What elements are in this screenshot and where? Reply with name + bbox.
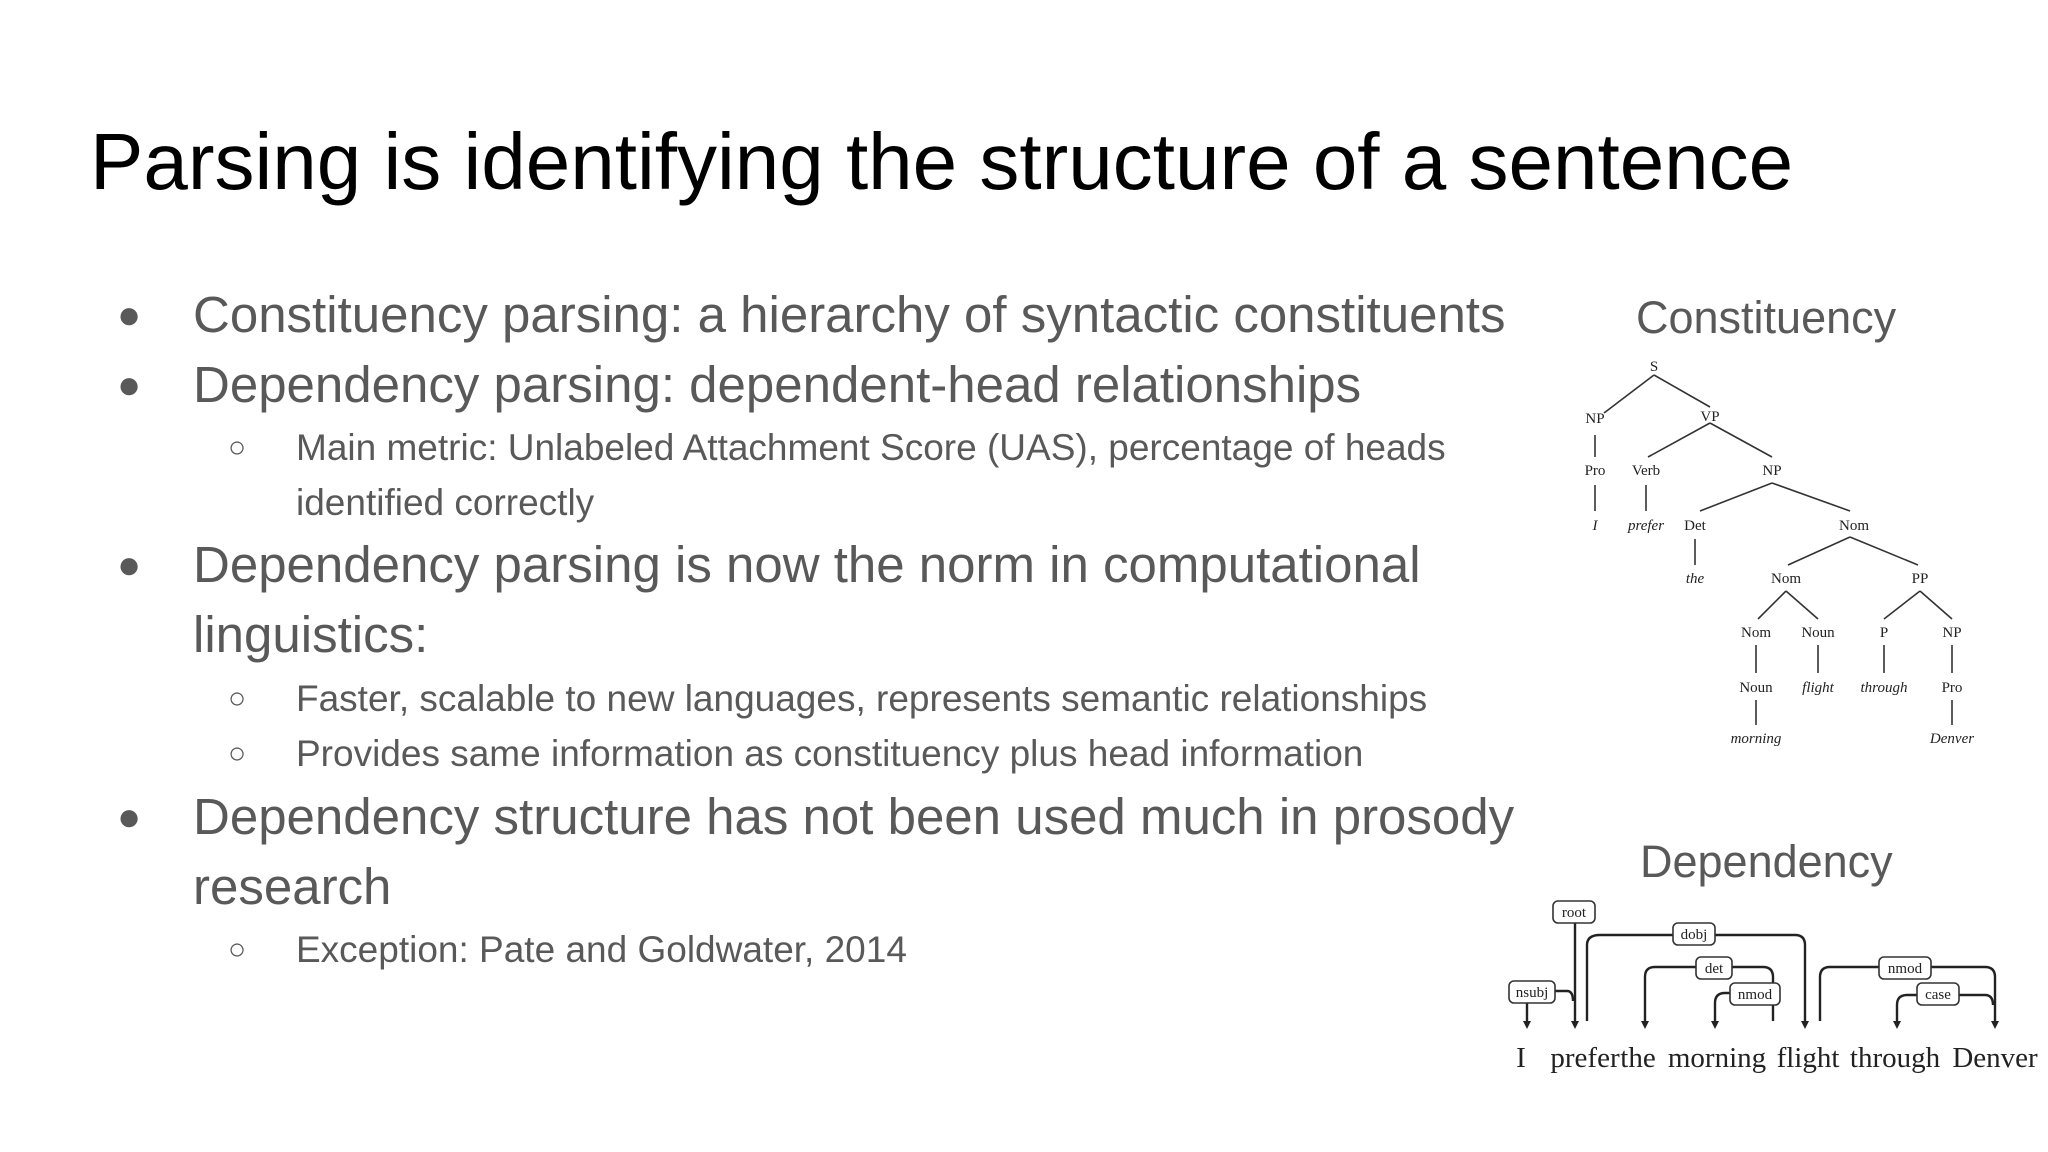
sub-bullet-item <box>228 726 1596 781</box>
bullet-item <box>117 782 1543 922</box>
tree-leaf: the <box>1685 571 1705 587</box>
bullet-item <box>117 280 1533 350</box>
dep-label: nmod <box>1887 961 1923 977</box>
dep-word: morning <box>1667 1042 1767 1074</box>
dep-label: case <box>1925 987 1951 1003</box>
dep-label: nmod <box>1737 987 1773 1003</box>
bullet-dot: ● <box>117 363 142 407</box>
tree-node: NP <box>1762 463 1782 479</box>
sub-bullet-item <box>228 922 1496 977</box>
sub-bullet-dot: ○ <box>228 737 247 770</box>
dep-label: root <box>1561 905 1587 921</box>
tree-node: S <box>1649 359 1659 375</box>
sub-bullet-dot: ○ <box>228 933 247 966</box>
constituency-tree <box>1560 345 2000 755</box>
tree-leaf: Denver <box>1929 731 1975 747</box>
bullet-item <box>117 530 1493 670</box>
sub-bullet-text: Provides same information as constituency plus head information <box>296 733 1364 774</box>
dep-label: nsubj <box>1515 985 1549 1001</box>
tree-node: P <box>1879 625 1889 641</box>
tree-node: Det <box>1684 518 1706 534</box>
slide-title: Parsing is identifying the structure of a sentence <box>90 117 1794 206</box>
sub-bullet-text: Main metric: Unlabeled Attachment Score (UAS), percentage of heads identified correctly <box>296 427 1446 523</box>
tree-node: Pro <box>1584 463 1606 479</box>
dependency-label: Dependency <box>1640 836 1893 887</box>
dep-word: through <box>1849 1042 1941 1074</box>
dependency-graph <box>1505 895 2045 1080</box>
bullet-dot: ● <box>117 293 142 337</box>
dep-label: dobj <box>1680 927 1708 943</box>
dep-word: I <box>1516 1042 1526 1074</box>
tree-node: Pro <box>1941 680 1963 696</box>
bullet-dot: ● <box>117 795 142 839</box>
bullet-item <box>117 350 1533 420</box>
constituency-label: Constituency <box>1636 292 1897 343</box>
tree-leaf: flight <box>1802 680 1834 696</box>
tree-node: Noun <box>1739 680 1773 696</box>
sub-bullet-item <box>228 420 1496 530</box>
sub-bullet-item <box>228 671 1596 726</box>
dep-word: flight <box>1776 1042 1840 1074</box>
bullet-text: Dependency structure has not been used much in prosody research <box>193 788 1515 915</box>
tree-leaf: morning <box>1730 731 1782 747</box>
bullet-text: Dependency parsing: dependent-head relationships <box>193 356 1362 413</box>
tree-node: Nom <box>1741 625 1771 641</box>
tree-node: Noun <box>1801 625 1835 641</box>
dep-word: Denver <box>1952 1042 2038 1074</box>
dep-word: prefer <box>1550 1042 1620 1074</box>
tree-node: NP <box>1585 411 1605 427</box>
dep-word: the <box>1620 1042 1656 1074</box>
sub-bullet-text: Faster, scalable to new languages, represents semantic relationships <box>296 678 1428 719</box>
tree-leaf: I <box>1592 518 1598 534</box>
bullet-text: Dependency parsing is now the norm in computational linguistics: <box>193 536 1421 663</box>
sub-bullet-dot: ○ <box>228 682 247 715</box>
tree-node: VP <box>1700 409 1720 425</box>
tree-node: Nom <box>1771 571 1801 587</box>
sub-bullet-dot: ○ <box>228 431 247 464</box>
tree-node: Nom <box>1839 518 1869 534</box>
tree-leaf: prefer <box>1627 518 1665 534</box>
sub-bullet-text: Exception: Pate and Goldwater, 2014 <box>296 929 907 970</box>
bullet-dot: ● <box>117 543 142 587</box>
tree-node: Verb <box>1631 463 1661 479</box>
bullet-text: Constituency parsing: a hierarchy of syntactic constituents <box>193 286 1506 343</box>
dep-label: det <box>1704 961 1724 977</box>
tree-node: PP <box>1911 571 1929 587</box>
tree-node: NP <box>1942 625 1962 641</box>
tree-leaf: through <box>1860 680 1908 696</box>
